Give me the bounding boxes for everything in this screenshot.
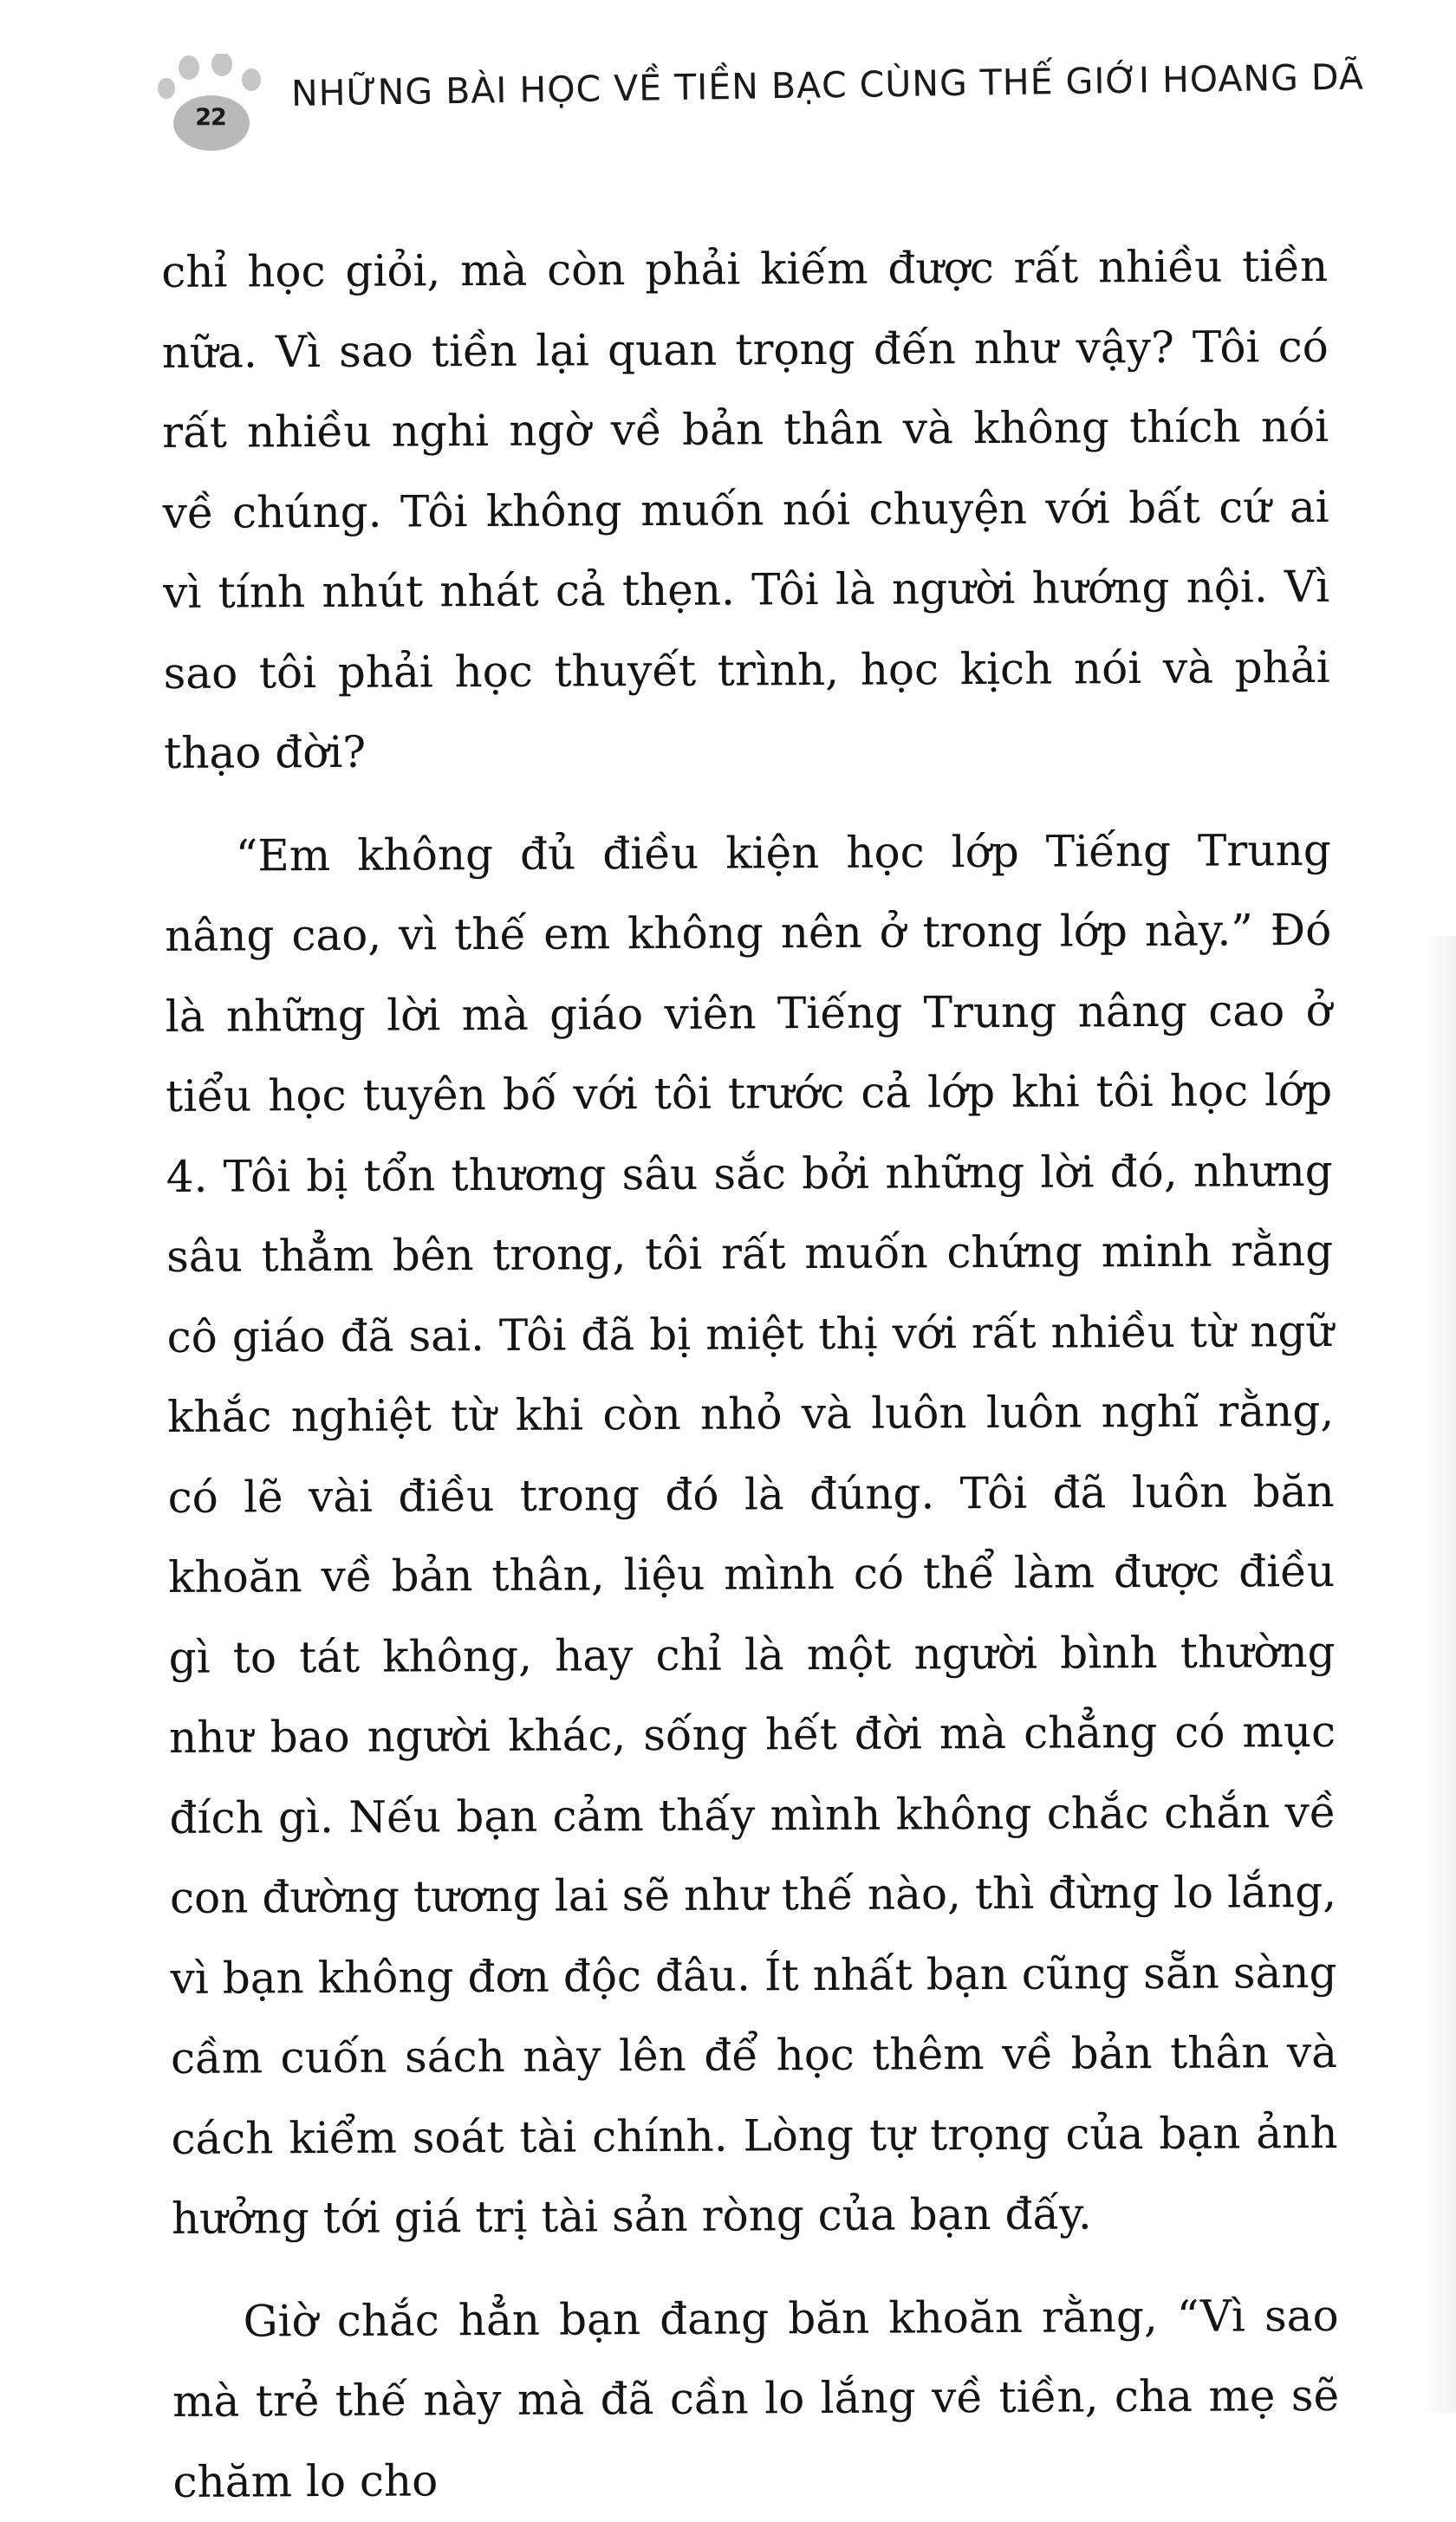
paragraph: “Em không đủ điều kiện học lớp Tiếng Trung nâng cao, vì thế em không nên ở trong lớp này.” Đó là những lời mà giáo viên Tiếng Trung nâng cao ở tiểu học tuyên bố với tôi trước cả lớp khi tôi học lớp 4. Tôi bị tổn thương sâu sắc bởi những lời đó, nhưng sâu thẳm bên trong, tôi rất muốn chứng minh rằng cô giáo đã sai. Tôi đã bị miệt thị với rất nhiều từ ngữ khắc nghiệt từ khi còn nhỏ và luôn luôn nghĩ rằng, có lẽ vài điều trong đó là đúng. Tôi đã luôn băn khoăn về bản thân, liệu mình có thể làm được điều gì to tát không, hay chỉ là một người bình thường như bao người khác, sống hết đời mà chẳng có mục đích gì. Nếu bạn cảm thấy mình không chắc chắn về con đường tương lai sẽ như thế nào, thì đừng lo lắng, vì bạn không đơn độc đâu. Ít nhất bạn cũng sẵn sàng cầm cuốn sách này lên để học thêm về bản thân và cách kiểm soát tài chính. Lòng tự trọng của bạn ảnh hưởng tới giá trị tài sản ròng của bạn đấy. <box>165 824 1338 2244</box>
page-edge-shadow <box>1421 936 1456 2413</box>
page-number: 22 <box>195 104 226 131</box>
paragraph-continued: chỉ học giỏi, mà còn phải kiếm được rất nhiều tiền nữa. Vì sao tiền lại quan trọng đến như vậy? Tôi có rất nhiều nghi ngờ về bản thân và không thích nói về chúng. Tôi không muốn nói chuyện với bất cứ ai vì tính nhút nhát cả thẹn. Tôi là người hướng nội. Vì sao tôi phải học thuyết trình, học kịch nói và phải thạo đời? <box>161 240 1330 778</box>
page-header <box>154 54 1365 158</box>
page-body <box>161 226 1340 2522</box>
paragraph: Giờ chắc hẳn bạn đang băn khoăn rằng, “Vì sao mà trẻ thế này mà đã cần lo lắng về tiền, cha mẹ sẽ chăm lo cho <box>172 2290 1340 2507</box>
running-title: NHỮNG BÀI HỌC VỀ TIỀN BẠC CÙNG THẾ GIỚI HOANG DÃ <box>290 55 1365 114</box>
